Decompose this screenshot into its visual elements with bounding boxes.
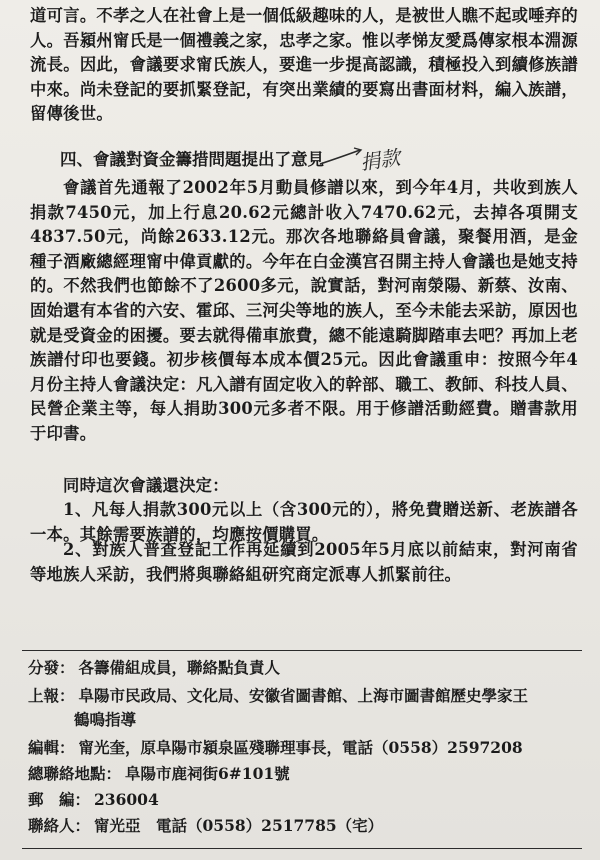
footer-contact	[28, 814, 588, 838]
contact-value: 甯光亞 電話（0558）2517785（宅）	[94, 816, 384, 835]
footer-top-divider	[22, 650, 582, 651]
editor-value: 甯光奎，原阜陽市潁泉區殘聯理事長，電話（0558）2597208	[78, 738, 523, 757]
headquarters-value: 阜陽市鹿祠街6#101號	[125, 764, 290, 783]
handwritten-arrow-mark	[318, 146, 364, 168]
decision-item-1: 1、凡每人捐款300元以上（含300元的），將免費贈送新、老族譜各一本。其餘需要族譜的，均應按價購買。	[30, 500, 578, 544]
postcode-value: 236004	[94, 790, 159, 809]
footer-bottom-divider	[22, 848, 582, 849]
distribution-label: 分發：	[28, 658, 75, 677]
contact-label: 聯絡人：	[28, 816, 91, 835]
postcode-label: 郵 編：	[28, 790, 91, 809]
report-value: 阜陽市民政局、文化局、安徽省圖書館、上海市圖書館歷史學家王	[78, 686, 529, 705]
handwritten-note: 捐款	[358, 145, 402, 175]
paragraph-filial-piety: 道可言。不孝之人在社會上是一個低級趣味的人，是被世人瞧不起或唾弃的人。吾潁州甯氏是一個禮義之家，忠孝之家。惟以孝悌友愛爲傳家根本淵源流長。因此，會議要求甯氏族人，要進一步提高認識，積極投入到續修族譜中來。尚未登記的要抓緊登記，有突出業績的要寫出書面材料，編入族譜，留傳後世。	[30, 6, 578, 124]
footer-postcode	[28, 788, 588, 812]
footer-report	[28, 684, 588, 708]
distribution-value: 各籌備組成員，聯絡點負責人	[78, 658, 281, 677]
footer-headquarters	[28, 762, 588, 786]
report-label: 上報：	[28, 686, 75, 705]
decision-item-2: 2、對族人普查登記工作再延續到2005年5月底以前結束，對河南省等地族人采訪，我們將與聯絡組研究商定派專人抓緊前往。	[30, 540, 578, 584]
editor-label: 編輯：	[28, 738, 75, 757]
section-heading-funds: 四、會議對資金籌措問題提出了意見	[60, 150, 324, 169]
footer-report-continued: 鶴鳴指導	[74, 710, 137, 729]
footer-editor	[28, 736, 588, 760]
paragraph-fund-report: 會議首先通報了2002年5月動員修譜以來，到今年4月，共收到族人捐款7450元，加上行息20.62元總計收入7470.62元，去掉各項開支4837.50元，尚餘2633.12元。那次各地聯絡員會議，聚餐用酒，是金種子酒廠總經理甯中偉貢獻的。今年在白金漢宫召開主持人會議也是她支持的。不然我們也節餘不了2600多元，說實話，對河南滎陽、新蔡、汝南、固始還有本省的六安、霍邱、三河尖等地的族人，至今未能去采訪，原因也就是受資金的困擾。要去就得備車旅費，總不能遠騎脚踏車去吧？再加上老族譜付印也要錢。初步核價每本成本價25元。因此會議重申：按照今年4月份主持人會議決定：凡入譜有固定收入的幹部、職工、教師、科技人員、民營企業主等，每人捐助300元多者不限。用于修譜活動經費。贈書款用于印書。	[30, 178, 578, 443]
headquarters-label: 總聯絡地點：	[28, 764, 122, 783]
footer-distribution	[28, 656, 588, 680]
paragraph-decision-intro: 同時這次會議還決定：	[63, 476, 229, 495]
